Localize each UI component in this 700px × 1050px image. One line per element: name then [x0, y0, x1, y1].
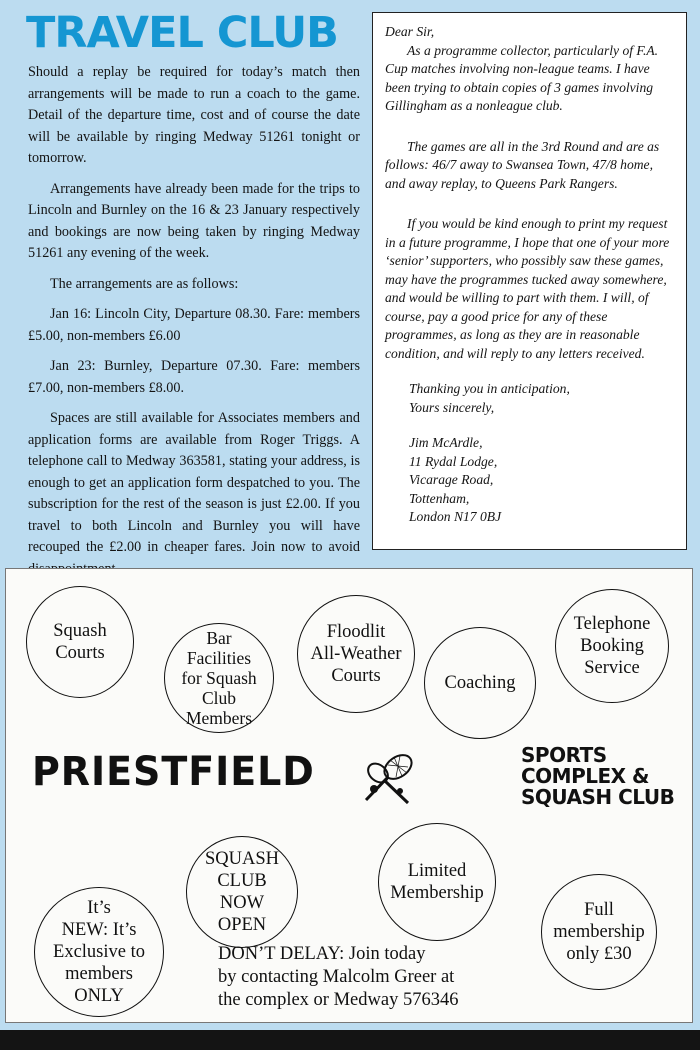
circle-text: Membership	[390, 883, 484, 903]
sports-complex-logo	[521, 745, 681, 808]
travel-club-section	[0, 0, 372, 568]
circle-text: Booking	[580, 636, 644, 656]
circle-text: NEW: It’s	[61, 920, 137, 940]
circle-text: Club	[201, 688, 237, 708]
cta-line: DON’T DELAY: Join today	[218, 944, 426, 964]
join-call-to-action	[218, 943, 528, 1012]
circle-text: Courts	[331, 666, 381, 686]
crossed-squash-rackets-icon	[354, 745, 424, 815]
circle-text: membership	[553, 922, 645, 942]
circle-text: Telephone	[573, 614, 651, 634]
priestfield-advert	[5, 568, 693, 1023]
circle-text: Exclusive to	[53, 942, 145, 962]
travel-paragraph-trips: Arrangements have already been made for the trips to Lincoln and Burnley on the 16 & 23 January respectively and bookings are now being taken by ringing Medway 51261 any evening of the week.	[28, 180, 360, 261]
circle-text: Courts	[55, 643, 105, 663]
travel-club-body	[28, 62, 360, 620]
travel-club-title: TRAVEL CLUB	[26, 8, 338, 58]
circle-text: Full	[584, 900, 614, 920]
letter-closing	[385, 380, 672, 417]
travel-paragraph-burnley: Jan 23: Burnley, Departure 07.30. Fare: members £7.00, non-members £8.00.	[28, 358, 360, 396]
letter-paragraph-games: The games are all in the 3rd Round and are as follows: 46/7 away to Swansea Town, 47/8 home, and away replay, to Queens Park Rangers.	[385, 138, 660, 191]
letter-paragraph-intro: As a programme collector, particularly of F.A. Cup matches involving non-league teams. I have been trying to obtain copies of 3 games involving Gillingham as a nonleague club.	[385, 42, 659, 113]
circle-telephone-booking	[555, 589, 669, 703]
letter-address-line: 11 Rydal Lodge,	[409, 453, 498, 469]
circle-coaching	[424, 627, 536, 739]
circle-squash-club-open	[186, 836, 298, 948]
letter-closing-line: Thanking you in anticipation,	[409, 381, 570, 396]
letter-address-line: Jim McArdle,	[409, 435, 483, 450]
circle-text: All-Weather	[310, 644, 402, 664]
circle-text: Facilities	[186, 648, 252, 668]
circle-text: members	[65, 964, 133, 984]
letter-address	[385, 434, 672, 527]
circle-squash-courts	[26, 586, 134, 698]
letter-address-line: Tottenham,	[409, 490, 470, 506]
circle-text: Floodlit	[326, 622, 386, 642]
logo-line: COMPLEX &	[521, 764, 649, 788]
circle-text: Squash	[53, 621, 107, 641]
circle-text: Coaching	[444, 673, 516, 693]
circle-text: Members	[185, 708, 253, 728]
travel-paragraph-lincoln: Jan 16: Lincoln City, Departure 08.30. Fare: members £5.00, non-members £6.00	[28, 306, 360, 344]
circle-text: for Squash	[181, 668, 257, 688]
logo-line: SPORTS	[521, 743, 607, 767]
circle-text: only £30	[566, 944, 632, 964]
circle-text: Bar	[206, 628, 232, 648]
letter-address-line: Vicarage Road,	[409, 472, 494, 487]
circle-exclusive	[34, 887, 164, 1017]
circle-floodlit	[297, 595, 415, 713]
letter-closing-line: Yours sincerely,	[409, 399, 495, 415]
circle-text: Limited	[407, 861, 467, 881]
circle-text: NOW	[219, 893, 265, 913]
circle-text: ONLY	[74, 986, 124, 1006]
circle-bar-facilities	[164, 623, 274, 733]
circle-text: OPEN	[217, 915, 267, 935]
letter-address-line: London N17 0BJ	[409, 509, 502, 524]
circle-text: It’s	[87, 898, 111, 918]
cta-line: by contacting Malcolm Greer at	[218, 967, 455, 987]
travel-paragraph-arrangements: The arrangements are as follows:	[50, 275, 239, 292]
logo-line: SQUASH CLUB	[521, 785, 675, 809]
circle-text: Service	[584, 658, 640, 678]
circle-text: SQUASH	[204, 849, 280, 869]
letter-paragraph-request: If you would be kind enough to print my request in a future programme, I hope that one of your more ‘senior’ supporters, who possibly saw these games, may have the programmes tucked away somewhere, and would be willing to part with them. I will, of course, pay a good price for any of these programmes, as long as they are in reasonable condition, and will reply to any letters received.	[385, 216, 670, 361]
circle-full-membership	[541, 874, 657, 990]
travel-paragraph-replay: Should a replay be required for today’s match then arrangements will be made to run a coach to the game. Detail of the departure time, cost and of course the date will be available by ringing Medway 51261 tonight or tomorrow.	[28, 64, 360, 166]
letter-box	[372, 12, 687, 550]
letter-salutation: Dear Sir,	[385, 24, 435, 39]
circle-limited-membership	[378, 823, 496, 941]
priestfield-logo: PRIESTFIELD	[32, 749, 315, 795]
cta-line: the complex or Medway 576346	[218, 990, 459, 1010]
travel-paragraph-associates: Spaces are still available for Associates members and application forms are available from Roger Triggs. A telephone call to Medway 363581, stating your address, is enough to get an application form despatched to you. The subscription for the rest of the season is just £2.00. If you travel to both Lincoln and Burnley you will have recouped the £2.00 in cheaper fares. Join now to avoid	[28, 410, 360, 555]
circle-text: CLUB	[217, 871, 267, 891]
page-bottom-bar	[0, 1030, 700, 1050]
